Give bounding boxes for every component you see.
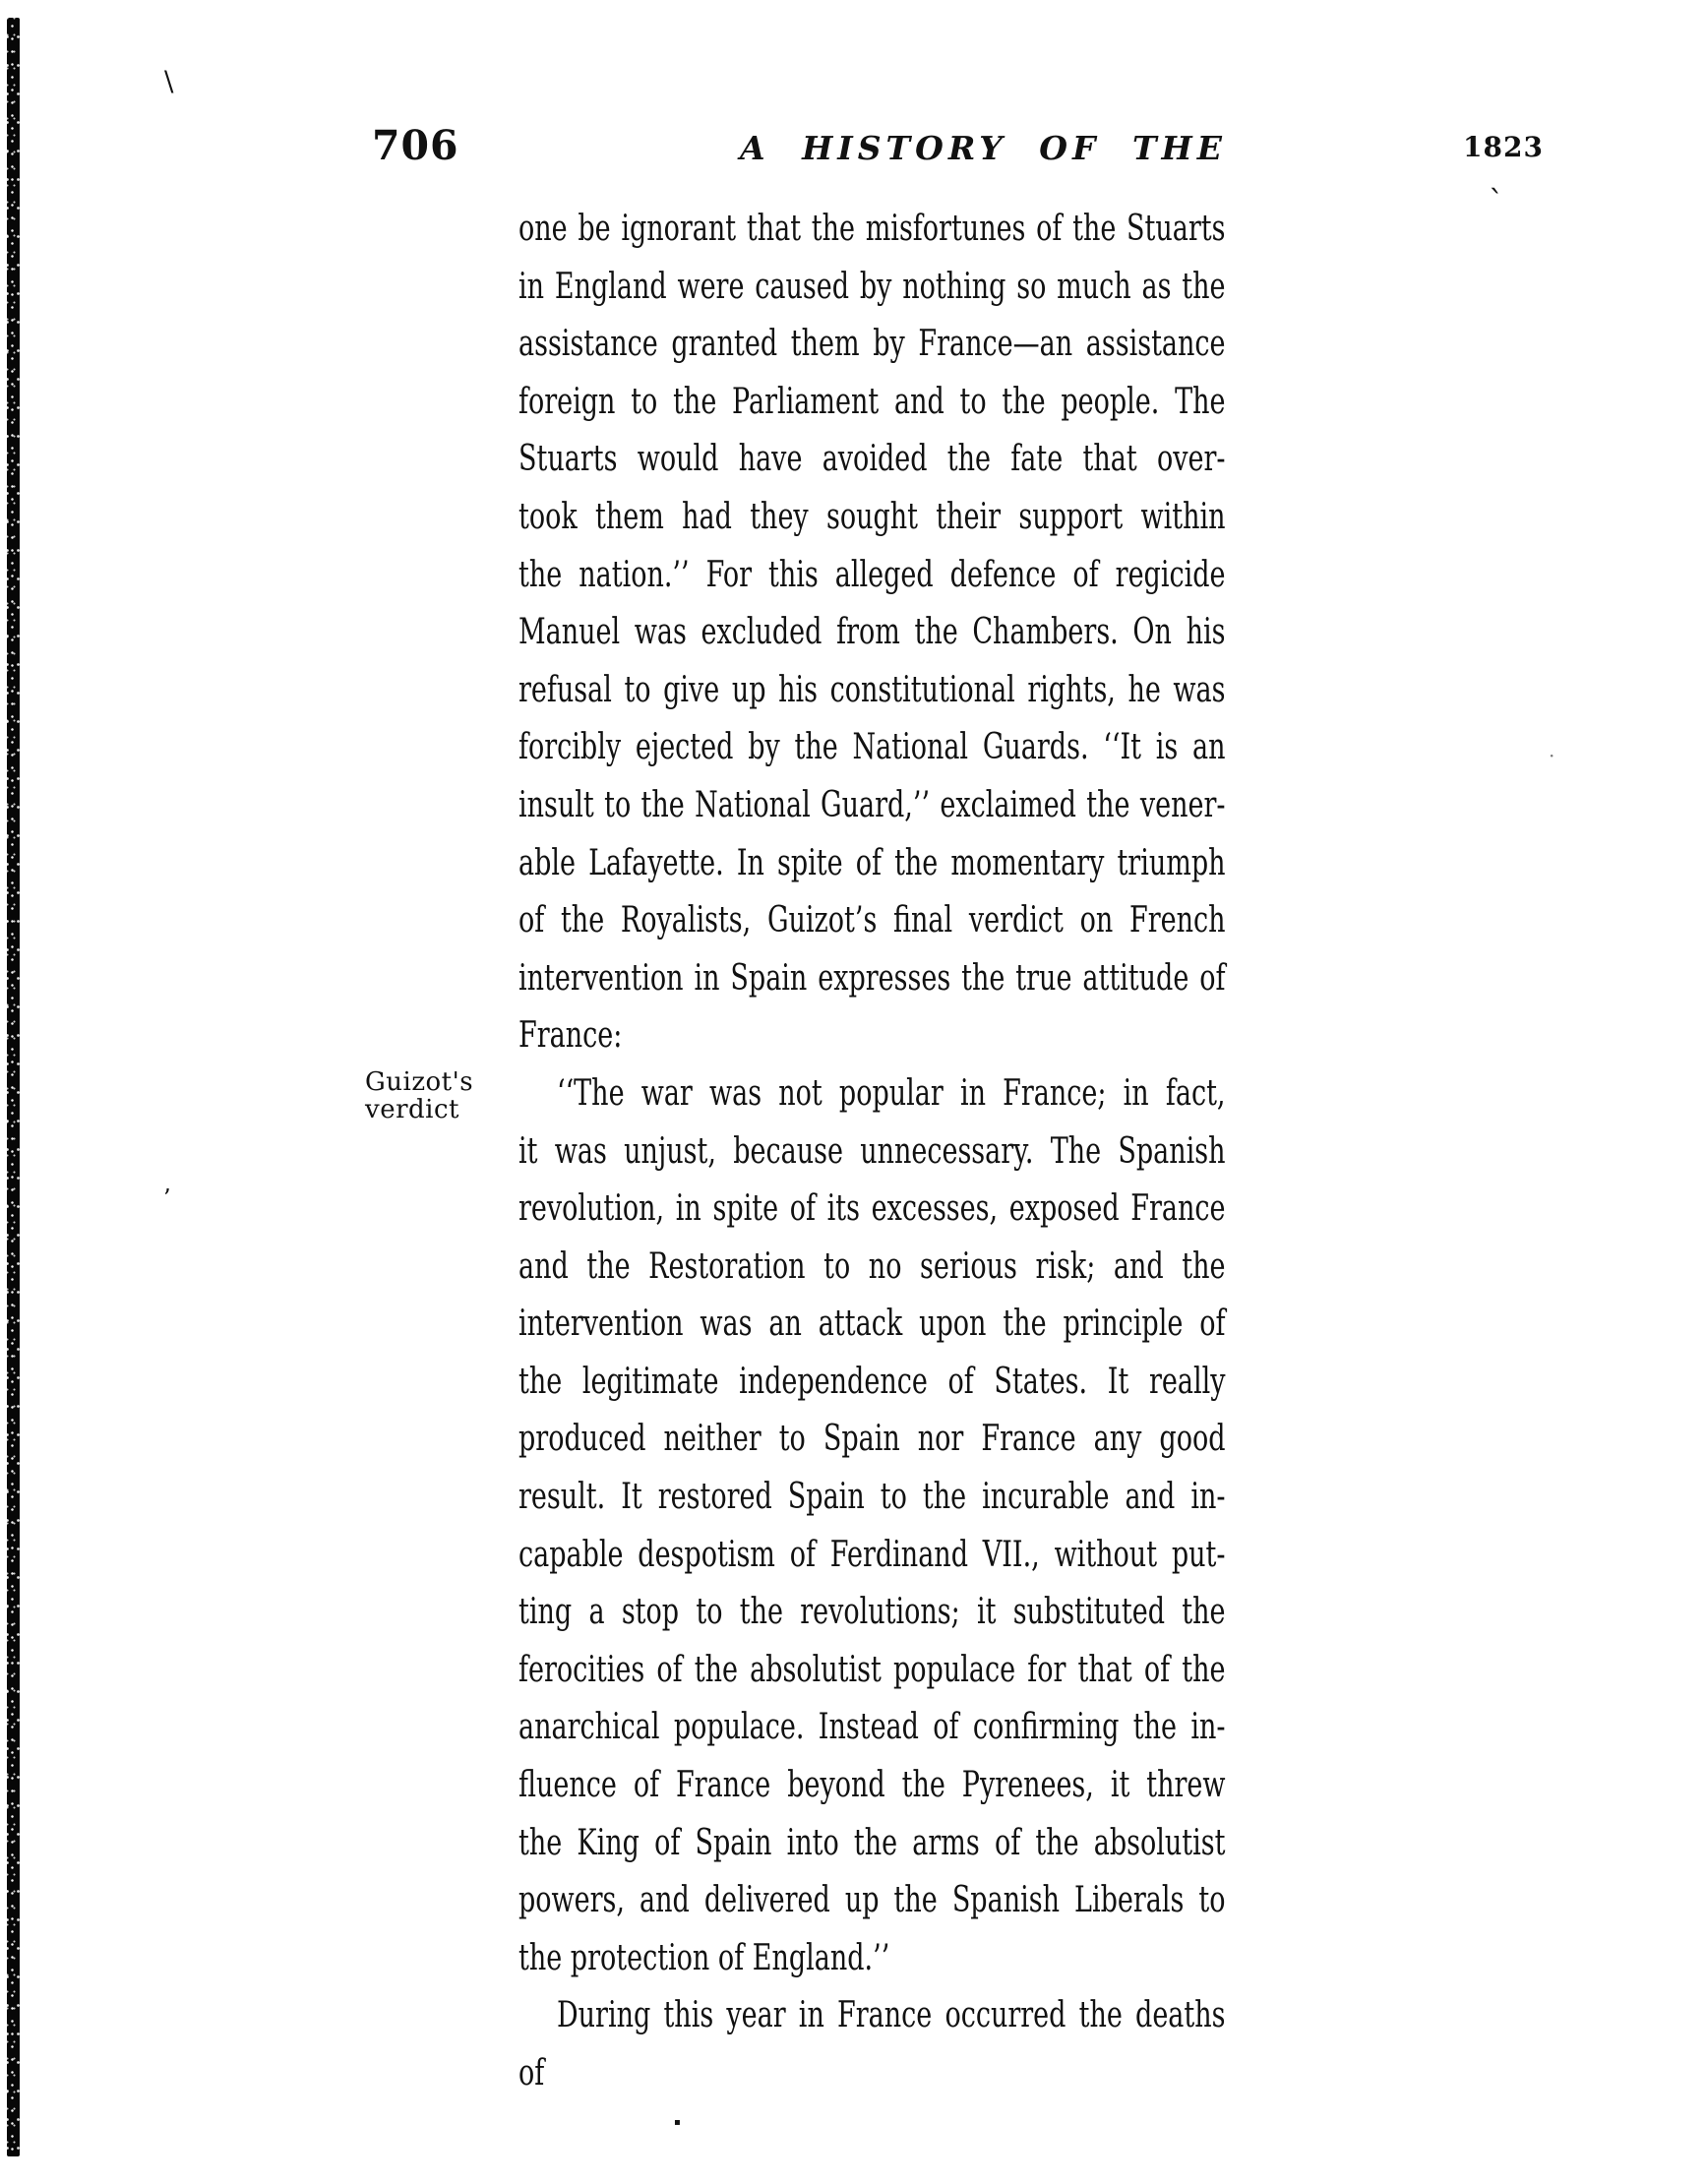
text-line: Stuarts would have avoided the fate that over- [518,439,1226,480]
margin-note-line1: Guizot's [365,1067,474,1097]
text-line: ferocities of the absolutist populace for that of the [518,1649,1226,1690]
text-line: intervention in Spain expresses the true attitude of [518,957,1226,999]
text-line: the protection of England.’’ [518,1937,890,1978]
text-line: France: [518,1015,623,1057]
text-line: foreign to the Parliament and to the people. The [518,381,1226,422]
text-line: anarchical populace. Instead of confirming the in- [518,1707,1226,1748]
margin-note-line2: verdict [365,1095,459,1124]
stray-mark-top-right: ` [1489,183,1504,220]
text-line: able Lafayette. In spite of the momentary triumph [518,842,1226,883]
stray-mark-bottom: ▪ [674,2117,681,2128]
page-number: 706 [372,122,459,169]
text-line: Manuel was excluded from the Chambers. On his [518,612,1226,653]
text-line: refusal to give up his constitutional rights, he was [518,669,1226,710]
binding-edge-texture [7,18,20,2156]
stray-mark-top-left: \ [164,65,174,97]
text-line: capable despotism of Ferdinand VII., without put- [518,1534,1226,1575]
text-line: insult to the National Guard,’’ exclaimed the vener- [518,784,1226,825]
text-line: powers, and delivered up the Spanish Liberals to [518,1880,1226,1921]
text-line: forcibly ejected by the National Guards. ‘‘It is an [518,727,1226,768]
stray-mark-mid-right: · [1549,744,1555,767]
text-line: fluence of France beyond the Pyrenees, it threw [518,1765,1226,1806]
text-line: the legitimate independence of States. It really [518,1361,1226,1402]
text-line: one be ignorant that the misfortunes of the Stuarts [518,209,1226,249]
text-line: intervention was an attack upon the principle of [518,1304,1226,1345]
text-line: assistance granted them by France—an assistance [518,324,1226,365]
running-title: A HISTORY OF THE [740,129,1227,167]
text-line: revolution, in spite of its excesses, exposed France [518,1188,1226,1230]
year-header: 1823 [1463,131,1544,163]
text-line: the King of Spain into the arms of the absolutist [518,1822,1226,1863]
text-line: it was unjust, because unnecessary. The Spanish [518,1130,1226,1172]
text-line: ‘‘The war was not popular in France; in fact, [557,1072,1226,1114]
text-line: took them had they sought their support within [518,496,1226,537]
margin-note [365,1068,513,1123]
body-text [518,201,1226,2103]
text-line: of the Royalists, Guizot’s final verdict on French [518,900,1226,941]
text-line: the nation.’’ For this alleged defence of regicide [518,554,1226,595]
text-line: in England were caused by nothing so much as the [518,266,1226,307]
stray-mark-mid-left: ’ [163,1184,171,1212]
text-line: ting a stop to the revolutions; it substituted the [518,1592,1226,1633]
text-line: produced neither to Spain nor France any good [518,1419,1226,1460]
text-line: result. It restored Spain to the incurable and in- [518,1477,1226,1518]
text-line: and the Restoration to no serious risk; and the [518,1245,1226,1287]
text-line: During this year in France occurred the deaths of [518,1995,1226,2093]
